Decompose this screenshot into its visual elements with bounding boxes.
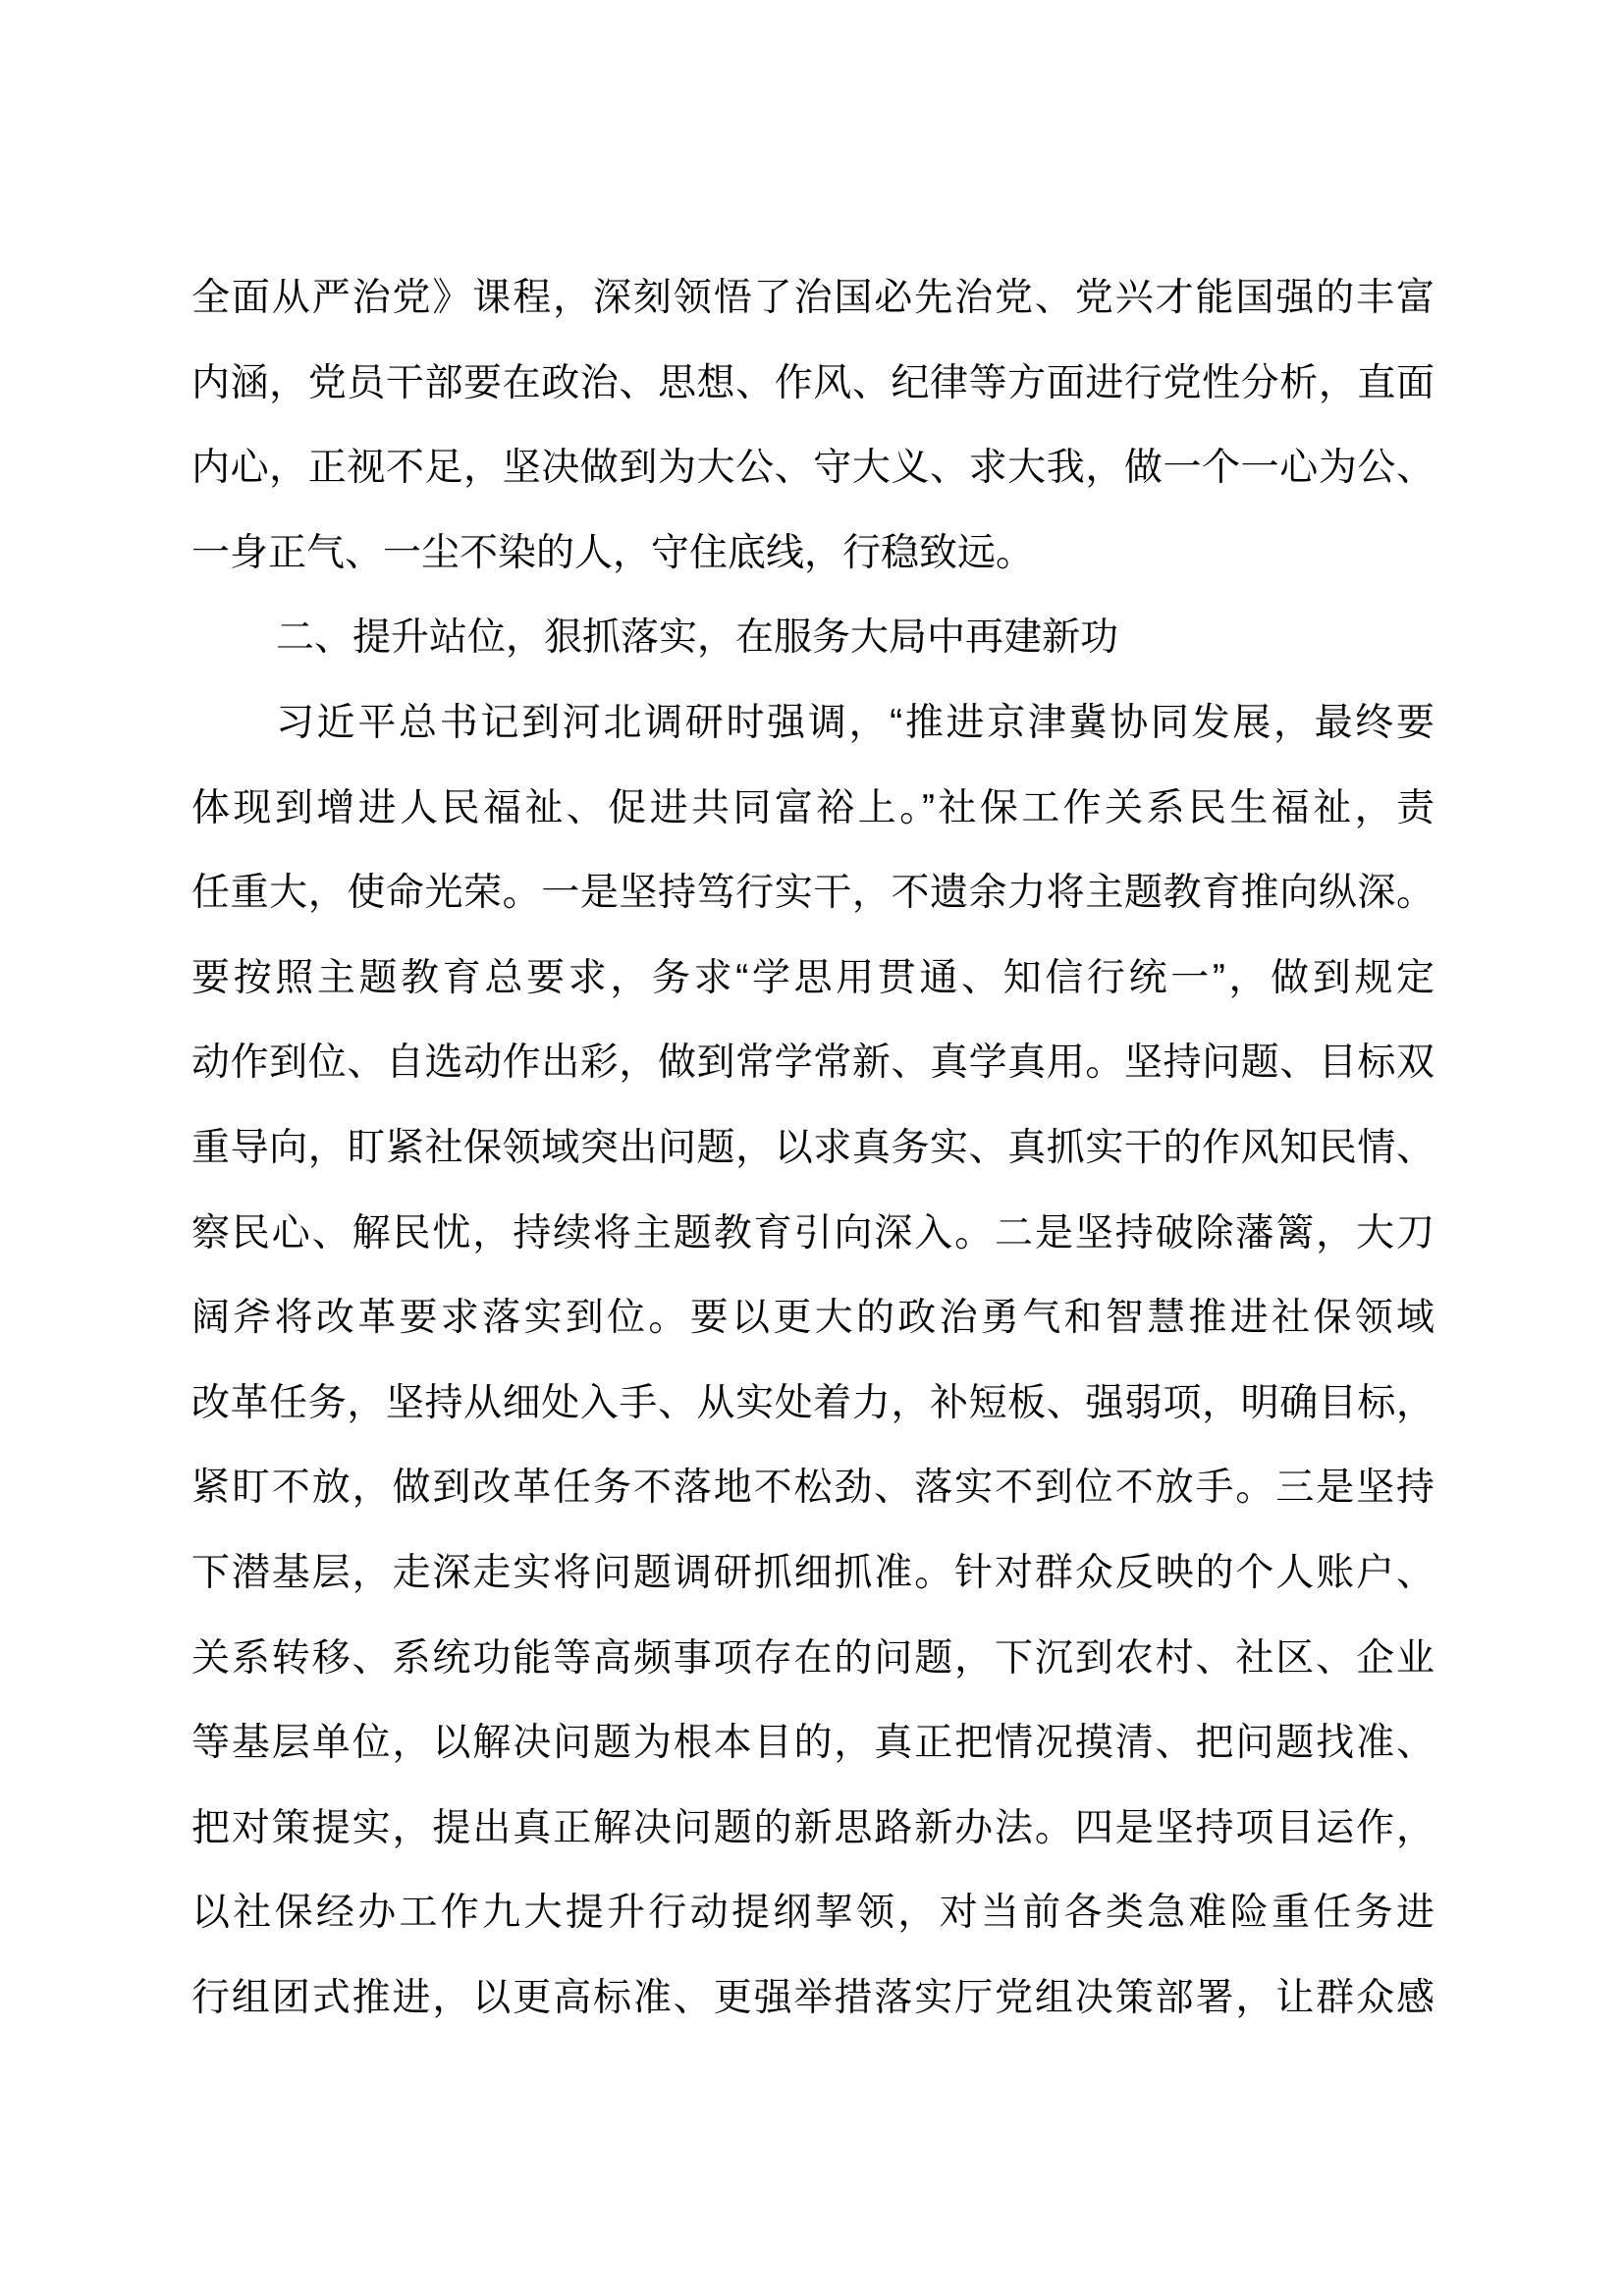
text-line: 重导向，盯紧社保领域突出问题，以求真务实、真抓实干的作风知民情、 — [191, 1126, 1435, 1169]
text-line: 下潜基层，走深走实将问题调研抓细抓准。针对群众反映的个人账户、 — [191, 1551, 1435, 1594]
section-heading: 二、提升站位，狠抓落实，在服务大局中再建新功 — [276, 616, 1119, 660]
text-line: 阔斧将改革要求落实到位。要以更大的政治勇气和智慧推进社保领域 — [191, 1297, 1435, 1340]
text-block — [191, 256, 1435, 2041]
text-line: 习近平总书记到河北调研时强调，“推进京津冀协同发展，最终要 — [276, 701, 1435, 744]
text-line: 行组团式推进，以更高标准、更强举措落实厅党组决策部署，让群众感 — [191, 1976, 1435, 2019]
text-line: 关系转移、系统功能等高频事项存在的问题，下沉到农村、社区、企业 — [191, 1636, 1435, 1680]
text-line: 等基层单位，以解决问题为根本目的，真正把情况摸清、把问题找准、 — [191, 1722, 1435, 1765]
text-line: 全面从严治党》课程，深刻领悟了治国必先治党、党兴才能国强的丰富 — [191, 277, 1435, 319]
text-line: 任重大，使命光荣。一是坚持笃行实干，不遗余力将主题教育推向纵深。 — [191, 872, 1435, 915]
text-line: 一身正气、一尘不染的人，守住底线，行稳致远。 — [191, 531, 1035, 574]
text-line: 改革任务，坚持从细处入手、从实处着力，补短板、强弱项，明确目标， — [191, 1381, 1435, 1424]
text-line: 内涵，党员干部要在政治、思想、作风、纪律等方面进行党性分析，直面 — [191, 361, 1435, 404]
text-line: 紧盯不放，做到改革任务不落地不松劲、落实不到位不放手。三是坚持 — [191, 1467, 1435, 1510]
text-line: 察民心、解民忧，持续将主题教育引向深入。二是坚持破除藩篱，大刀 — [191, 1211, 1435, 1255]
text-line: 要按照主题教育总要求，务求“学思用贯通、知信行统一”，做到规定 — [191, 956, 1435, 999]
text-line: 以社保经办工作九大提升行动提纲挈领，对当前各类急难险重任务进 — [191, 1892, 1435, 1935]
text-line: 把对策提实，提出真正解决问题的新思路新办法。四是坚持项目运作， — [191, 1806, 1435, 1849]
text-line: 动作到位、自选动作出彩，做到常学常新、真学真用。坚持问题、目标双 — [191, 1041, 1435, 1085]
text-line: 体现到增进人民福祉、促进共同富裕上。”社保工作关系民生福祉，责 — [191, 786, 1435, 829]
text-line: 内心，正视不足，坚决做到为大公、守大义、求大我，做一个一心为公、 — [191, 447, 1435, 490]
